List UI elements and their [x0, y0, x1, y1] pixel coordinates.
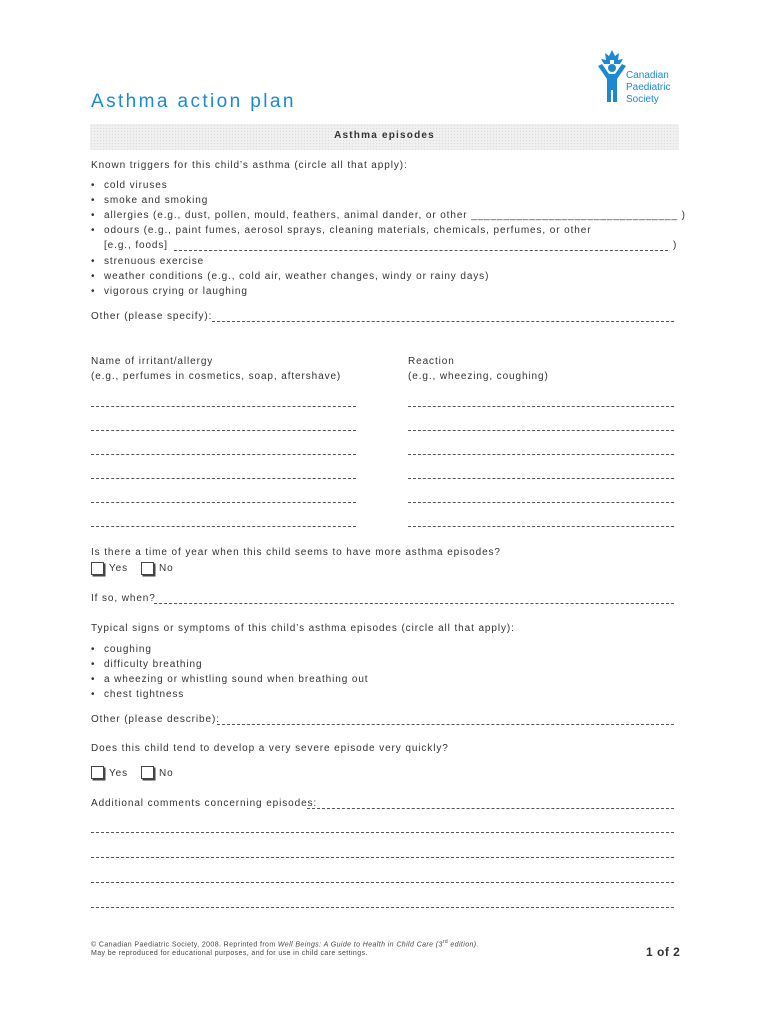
irritant-line[interactable] [91, 430, 356, 431]
copyright-line [91, 939, 479, 948]
irritant-line[interactable] [91, 526, 356, 527]
triggers-heading: Known triggers for this child’s asthma (circle all that apply): [91, 160, 408, 171]
if-so-when-line[interactable] [154, 603, 674, 604]
reaction-line[interactable] [408, 478, 674, 479]
time-of-year-no-checkbox[interactable] [141, 562, 154, 575]
comments-line[interactable] [307, 808, 674, 809]
irritant-line[interactable] [91, 502, 356, 503]
if-so-when-label: If so, when? [91, 593, 156, 604]
reaction-line[interactable] [408, 430, 674, 431]
source-title: Well Beings: A Guide to Health in Child Care (3 [277, 941, 443, 949]
reaction-col-header: Reaction [408, 356, 455, 367]
comments-line[interactable] [91, 882, 674, 883]
trigger-item: • weather conditions (e.g., cold air, weather changes, windy or rainy days) [104, 271, 489, 283]
time-of-year-yes-label: Yes [109, 563, 129, 574]
symptom-item: • difficulty breathing [104, 659, 202, 671]
section-band-label: Asthma episodes [334, 130, 435, 141]
other-symptoms-label: Other (please describe): [91, 714, 220, 725]
irritant-line[interactable] [91, 454, 356, 455]
irritant-col-header: Name of irritant/allergy [91, 356, 214, 367]
other-symptoms-line[interactable] [217, 724, 674, 725]
org-name-line: Paediatric [626, 82, 671, 93]
source-edition: edition). [448, 941, 479, 949]
irritant-col-subheader: (e.g., perfumes in cosmetics, soap, aftershave) [91, 371, 342, 382]
trigger-item: • smoke and smoking [104, 195, 208, 207]
time-of-year-yes-checkbox[interactable] [91, 562, 104, 575]
severe-yes-label: Yes [109, 768, 129, 779]
page-title: Asthma action plan [91, 91, 296, 112]
odours-close-paren: ) [673, 240, 678, 251]
severe-yes-checkbox[interactable] [91, 766, 104, 779]
comments-line[interactable] [91, 857, 674, 858]
reaction-line[interactable] [408, 406, 674, 407]
other-triggers-label: Other (please specify): [91, 311, 213, 322]
comments-label: Additional comments concerning episodes: [91, 798, 318, 809]
odours-continuation: [e.g., foods] [104, 240, 168, 251]
irritant-line[interactable] [91, 478, 356, 479]
comments-line[interactable] [91, 907, 674, 908]
trigger-item: • vigorous crying or laughing [104, 286, 248, 298]
other-triggers-line[interactable] [212, 321, 674, 322]
severe-no-label: No [159, 768, 174, 779]
copyright-text: © Canadian Paediatric Society, 2008. Reprinted from [91, 941, 278, 949]
symptom-item: • a wheezing or whistling sound when breathing out [104, 674, 368, 686]
trigger-item: • allergies (e.g., dust, pollen, mould, feathers, animal dander, or other ________________________________ ) [104, 210, 686, 222]
source-edition-sup: rd [442, 939, 449, 945]
org-name-line: Canadian [626, 70, 669, 81]
symptoms-heading: Typical signs or symptoms of this child’s asthma episodes (circle all that apply): [91, 623, 515, 634]
reaction-col-subheader: (e.g., wheezing, coughing) [408, 371, 549, 382]
trigger-item: • odours (e.g., paint fumes, aerosol sprays, cleaning materials, chemicals, perfumes, or other [104, 225, 591, 237]
irritant-line[interactable] [91, 406, 356, 407]
symptom-item: • chest tightness [104, 689, 184, 701]
time-of-year-no-label: No [159, 563, 174, 574]
comments-line[interactable] [91, 832, 674, 833]
trigger-item: • strenuous exercise [104, 256, 204, 268]
severe-no-checkbox[interactable] [141, 766, 154, 779]
reaction-line[interactable] [408, 454, 674, 455]
trigger-item: • cold viruses [104, 180, 168, 192]
reaction-line[interactable] [408, 502, 674, 503]
org-name [626, 70, 670, 106]
page-number: 1 of 2 [646, 945, 681, 959]
time-of-year-question: Is there a time of year when this child seems to have more asthma episodes? [91, 547, 501, 558]
severe-question: Does this child tend to develop a very severe episode very quickly? [91, 743, 449, 754]
reproduction-note: May be reproduced for educational purposes, and for use in child care settings. [91, 950, 368, 957]
symptom-item: • coughing [104, 644, 152, 656]
reaction-line[interactable] [408, 526, 674, 527]
org-name-line: Society [626, 94, 659, 105]
odours-other-line[interactable] [174, 250, 668, 251]
